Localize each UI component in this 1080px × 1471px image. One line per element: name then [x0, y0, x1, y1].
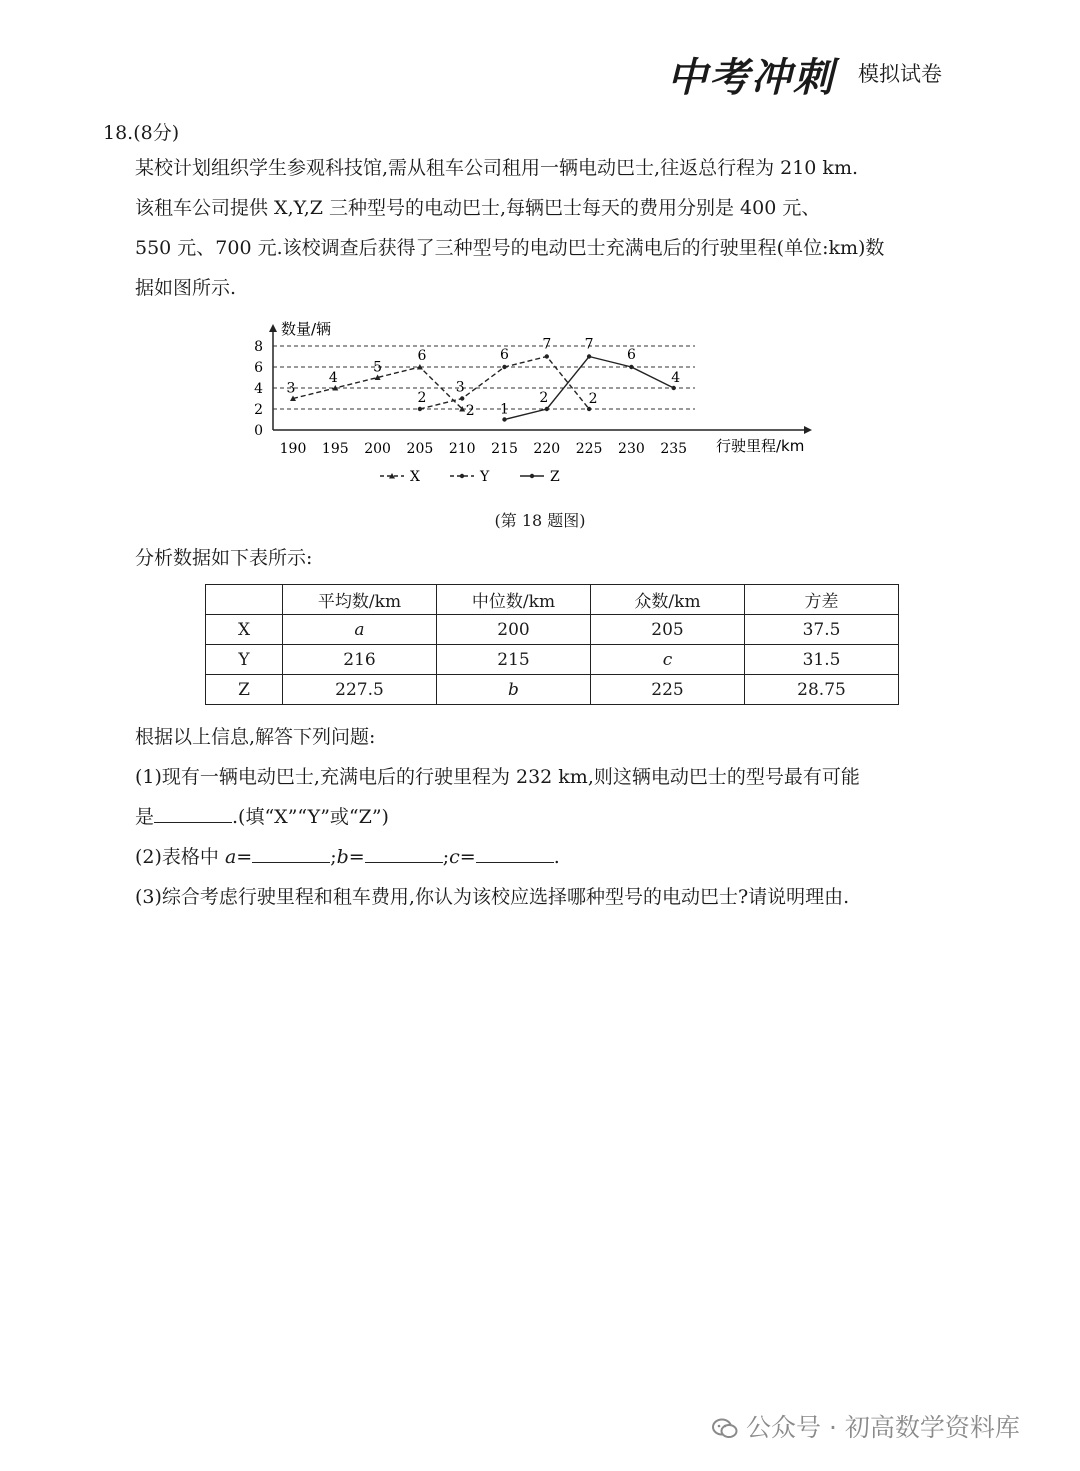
data-label: 1 [500, 401, 509, 418]
answer-prompt: 根据以上信息,解答下列问题: [135, 726, 376, 748]
data-point [587, 354, 591, 358]
equals-sign: = [348, 846, 365, 868]
x-tick-label: 235 [660, 441, 688, 457]
table-header-cell: 中位数/km [437, 585, 591, 615]
x-tick-label: 225 [575, 441, 603, 457]
watermark-text: 公众号 · 初高数学资料库 [746, 1413, 1020, 1442]
table-cell: 215 [437, 645, 591, 675]
table-cell: X [206, 615, 283, 645]
equals-sign: = [459, 846, 476, 868]
table-header-cell: 方差 [745, 585, 899, 615]
answer-blank-b[interactable] [365, 844, 443, 863]
table-row [206, 645, 899, 675]
legend-label: Y [480, 469, 490, 485]
data-point [545, 407, 549, 411]
paragraph-line: 550 元、700 元.该校调查后获得了三种型号的电动巴士充满电后的行驶里程(单位:km)数 [135, 237, 885, 259]
var-a: a [224, 846, 237, 868]
subquestion-1-post: .(填“X”“Y”或“Z”) [232, 806, 389, 828]
var-b: b [336, 846, 349, 868]
y-tick-label: 6 [254, 360, 263, 376]
table-header-row [206, 585, 899, 615]
table-cell: 227.5 [283, 675, 437, 705]
x-tick-label: 205 [406, 441, 434, 457]
stats-table [205, 584, 899, 705]
data-label: 3 [455, 379, 465, 396]
semicolon: ; [330, 846, 337, 868]
data-label: 6 [626, 347, 636, 363]
semicolon: ; [442, 846, 450, 868]
table-header-cell: 平均数/km [283, 585, 437, 615]
table-header-cell: 众数/km [591, 585, 745, 615]
table-cell: 28.75 [745, 675, 899, 705]
header-subtitle: 模拟试卷 [858, 62, 942, 86]
x-axis-arrow [804, 426, 812, 434]
subquestion-1-line2 [135, 802, 389, 829]
table-cell: c [591, 645, 745, 675]
table-intro: 分析数据如下表所示: [135, 547, 313, 569]
x-tick-label: 190 [279, 441, 307, 457]
y-axis-arrow [269, 324, 277, 332]
data-label: 7 [584, 336, 594, 353]
data-label: 7 [542, 336, 552, 353]
y-tick-label: 8 [254, 339, 263, 355]
data-point [629, 365, 633, 369]
data-label: 4 [328, 370, 338, 386]
table-cell: Y [206, 645, 283, 675]
table-row [206, 615, 899, 645]
legend-marker [460, 474, 464, 478]
data-label: 2 [539, 390, 549, 406]
table-cell: 205 [591, 615, 745, 645]
equals-sign: = [236, 846, 253, 868]
y-axis-label: 数量/辆 [281, 320, 332, 338]
x-tick-label: 220 [533, 441, 561, 457]
paragraph-line: 该租车公司提供 X,Y,Z 三种型号的电动巴士,每辆巴士每天的费用分别是 400 元、 [135, 197, 821, 219]
paragraph-line: 据如图所示. [135, 277, 237, 299]
answer-blank-a[interactable] [252, 844, 330, 863]
var-c: c [449, 846, 460, 868]
data-point [418, 407, 422, 411]
y-tick-label: 0 [254, 423, 263, 439]
legend-label: Z [550, 469, 560, 485]
subquestion-1-pre: 是 [135, 806, 155, 828]
subquestion-3: (3)综合考虑行驶里程和租车费用,你认为该校应选择哪种型号的电动巴士?请说明理由. [135, 886, 850, 908]
x-axis-label: 行驶里程/km [716, 437, 805, 455]
data-label: 2 [417, 390, 427, 406]
question-number: 18.(8分) [103, 122, 180, 144]
subquestion-2-pre: (2)表格中 [135, 846, 219, 868]
table-row [206, 675, 899, 705]
data-point [502, 365, 506, 369]
watermark [712, 1408, 1020, 1444]
table-cell: 216 [283, 645, 437, 675]
brand-logo: 中考冲刺 [667, 54, 835, 101]
table-cell: 31.5 [745, 645, 899, 675]
x-tick-label: 200 [364, 441, 391, 457]
subquestion-1-line1: (1)现有一辆电动巴士,充满电后的行驶里程为 232 km,则这辆电动巴士的型号最有可能 [135, 766, 860, 788]
data-label: 2 [588, 391, 598, 407]
x-tick-label: 195 [321, 441, 349, 457]
subquestion-2 [135, 842, 560, 869]
data-label: 3 [286, 380, 296, 397]
data-label: 6 [500, 347, 509, 363]
x-tick-label: 230 [618, 441, 645, 457]
x-tick-label: 215 [491, 441, 518, 457]
data-point [460, 396, 464, 400]
answer-blank-1[interactable] [154, 804, 232, 823]
table-cell: 225 [591, 675, 745, 705]
figure-caption: (第 18 题图) [494, 511, 586, 530]
line-chart [240, 318, 840, 498]
y-tick-label: 2 [254, 402, 263, 418]
question-paragraph [135, 148, 985, 308]
paragraph-line: 某校计划组织学生参观科技馆,需从租车公司租用一辆电动巴士,往返总行程为 210 km. [135, 157, 858, 179]
table-cell: a [283, 615, 437, 645]
period: . [553, 846, 560, 868]
table-cell: b [437, 675, 591, 705]
legend-marker [530, 474, 534, 478]
wechat-icon [712, 1418, 738, 1440]
data-point [672, 386, 676, 390]
data-label: 4 [671, 370, 681, 386]
table-header-cell [206, 585, 283, 615]
data-label: 6 [417, 348, 427, 364]
table-cell: 200 [437, 615, 591, 645]
answer-blank-c[interactable] [476, 844, 554, 863]
data-point [545, 354, 549, 358]
x-tick-label: 210 [448, 441, 476, 457]
y-tick-label: 4 [254, 381, 263, 397]
table-cell: Z [206, 675, 283, 705]
data-point [587, 407, 591, 411]
legend-label: X [410, 469, 420, 485]
table-cell: 37.5 [745, 615, 899, 645]
data-label: 2 [465, 403, 475, 419]
data-point [502, 417, 506, 421]
data-label: 5 [373, 359, 383, 376]
